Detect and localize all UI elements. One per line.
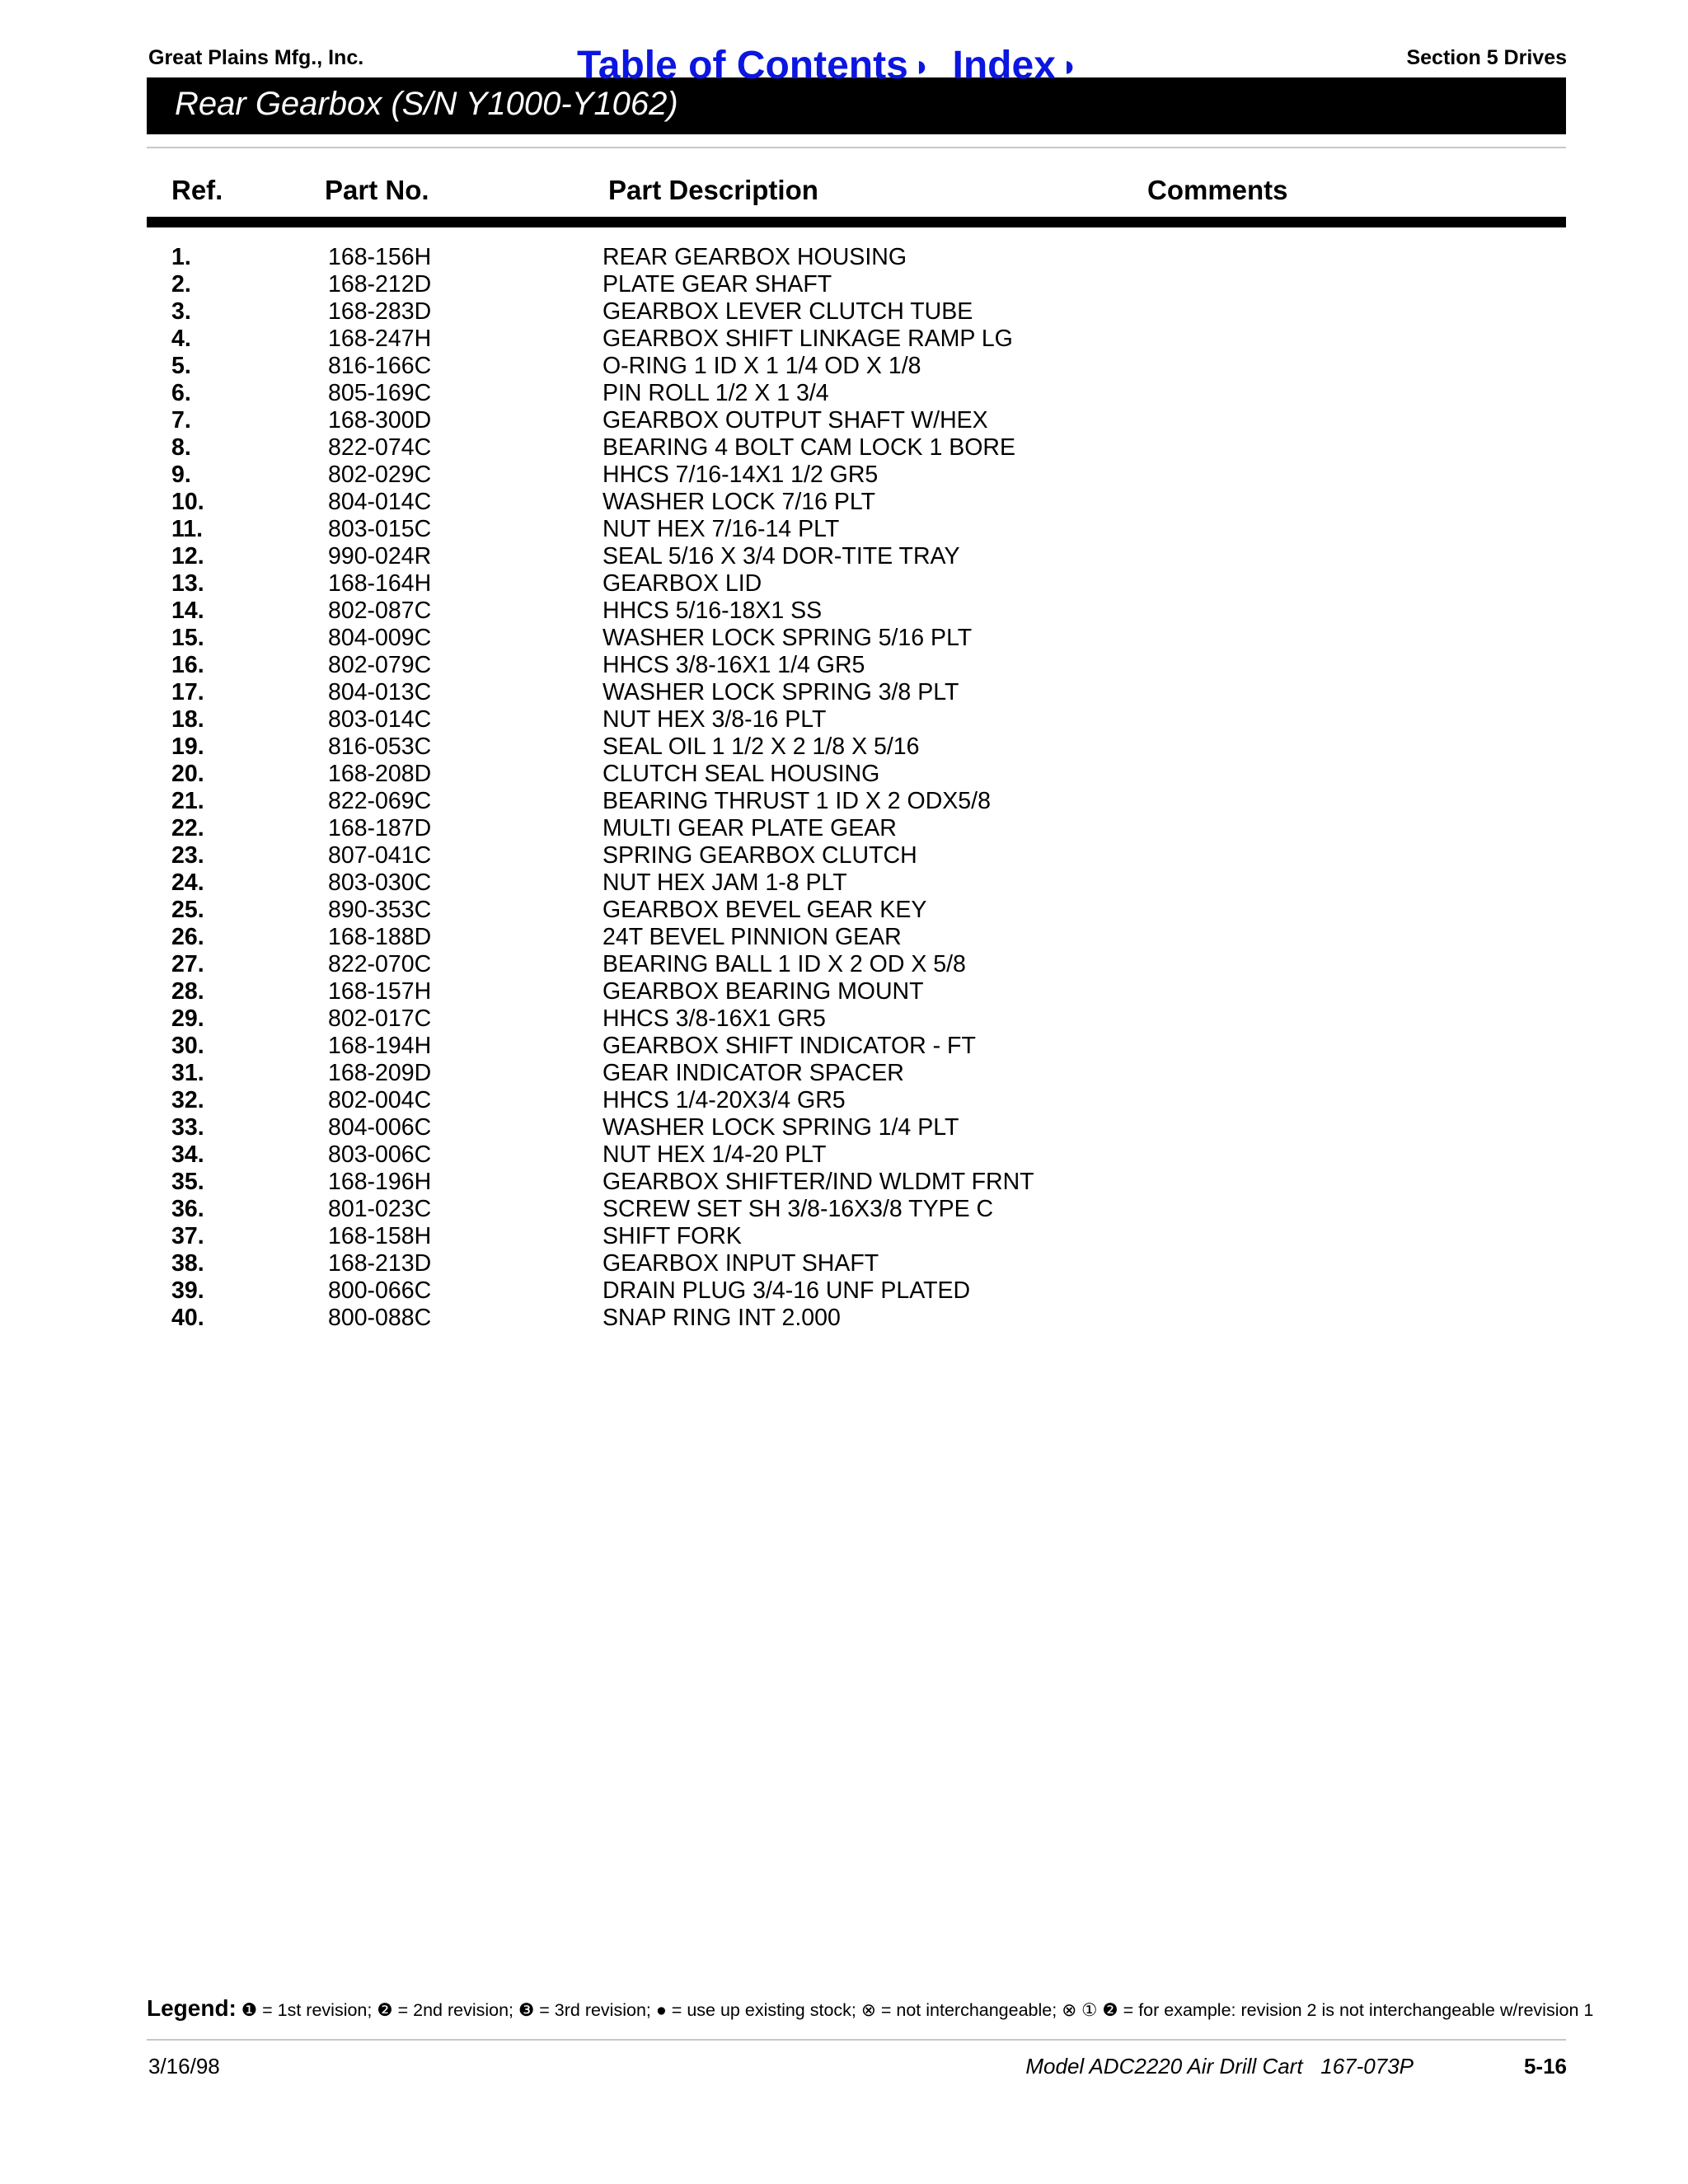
table-row (0, 353, 1688, 380)
description-cell: GEARBOX LID (603, 570, 762, 597)
description-cell: NUT HEX 1/4-20 PLT (603, 1141, 827, 1168)
column-header-part-no: Part No. (325, 175, 429, 205)
description-cell: GEARBOX OUTPUT SHAFT W/HEX (603, 407, 988, 434)
table-header-rule (147, 217, 1566, 227)
ref-cell: 20. (171, 761, 204, 787)
ref-cell: 30. (171, 1033, 204, 1059)
ref-cell: 14. (171, 598, 204, 624)
table-row (0, 244, 1688, 271)
legend-label: Legend: (147, 1995, 237, 2021)
table-row (0, 1141, 1688, 1169)
part-number-cell: 168-196H (328, 1169, 432, 1195)
table-row (0, 380, 1688, 407)
parts-table-body (0, 244, 1688, 1332)
table-row (0, 1223, 1688, 1250)
part-number-cell: 168-213D (328, 1250, 432, 1277)
table-row (0, 434, 1688, 462)
description-cell: SNAP RING INT 2.000 (603, 1305, 841, 1331)
ref-cell: 7. (171, 407, 191, 434)
ref-cell: 11. (171, 516, 204, 542)
table-row (0, 489, 1688, 516)
table-row (0, 1060, 1688, 1087)
ref-cell: 21. (171, 788, 204, 814)
part-number-cell: 168-194H (328, 1033, 432, 1059)
description-cell: NUT HEX JAM 1-8 PLT (603, 869, 847, 896)
description-cell: NUT HEX 3/8-16 PLT (603, 706, 827, 733)
part-number-cell: 805-169C (328, 380, 432, 406)
ref-cell: 6. (171, 380, 191, 406)
ref-cell: 17. (171, 679, 204, 705)
right-arrow-icon: ◗ (912, 49, 931, 82)
ref-cell: 23. (171, 842, 204, 869)
description-cell: WASHER LOCK SPRING 1/4 PLT (603, 1114, 959, 1141)
table-row (0, 298, 1688, 326)
part-number-cell: 822-070C (328, 951, 432, 977)
table-row (0, 1114, 1688, 1141)
description-cell: SCREW SET SH 3/8-16X3/8 TYPE C (603, 1196, 994, 1222)
ref-cell: 4. (171, 326, 191, 352)
table-row (0, 1277, 1688, 1305)
description-cell: BEARING BALL 1 ID X 2 OD X 5/8 (603, 951, 966, 977)
table-row (0, 271, 1688, 298)
part-number-cell: 168-164H (328, 570, 432, 597)
column-header-comments: Comments (1147, 175, 1288, 205)
part-number-cell: 804-006C (328, 1114, 432, 1141)
table-row (0, 1305, 1688, 1332)
description-cell: HHCS 5/16-18X1 SS (603, 598, 823, 624)
section-label: Section 5 Drives (1406, 46, 1567, 69)
ref-cell: 16. (171, 652, 204, 678)
part-number-cell: 168-158H (328, 1223, 432, 1249)
table-row (0, 598, 1688, 625)
description-cell: MULTI GEAR PLATE GEAR (603, 815, 897, 841)
ref-cell: 27. (171, 951, 204, 977)
ref-cell: 39. (171, 1277, 204, 1304)
table-row (0, 869, 1688, 897)
table-row (0, 570, 1688, 598)
description-cell: REAR GEARBOX HOUSING (603, 244, 907, 270)
part-number-cell: 807-041C (328, 842, 432, 869)
table-row (0, 1005, 1688, 1033)
ref-cell: 36. (171, 1196, 204, 1222)
table-row (0, 788, 1688, 815)
description-cell: GEAR INDICATOR SPACER (603, 1060, 904, 1086)
description-cell: GEARBOX SHIFT LINKAGE RAMP LG (603, 326, 1013, 352)
part-number-cell: 168-187D (328, 815, 432, 841)
part-number-cell: 816-166C (328, 353, 432, 379)
part-number-cell: 168-209D (328, 1060, 432, 1086)
ref-cell: 31. (171, 1060, 204, 1086)
table-of-contents-label: Table of Contents (577, 44, 908, 87)
part-number-cell: 800-088C (328, 1305, 432, 1331)
column-header-description: Part Description (608, 175, 818, 205)
part-number-cell: 802-017C (328, 1005, 432, 1032)
table-row (0, 1196, 1688, 1223)
table-row (0, 815, 1688, 842)
table-row (0, 326, 1688, 353)
table-row (0, 1169, 1688, 1196)
ref-cell: 28. (171, 978, 204, 1005)
legend (147, 1995, 1593, 2022)
ref-cell: 37. (171, 1223, 204, 1249)
table-row (0, 462, 1688, 489)
description-cell: O-RING 1 ID X 1 1/4 OD X 1/8 (603, 353, 921, 379)
right-arrow-icon: ◗ (1060, 49, 1079, 82)
description-cell: BEARING THRUST 1 ID X 2 ODX5/8 (603, 788, 991, 814)
ref-cell: 18. (171, 706, 204, 733)
table-row (0, 407, 1688, 434)
part-number-cell: 800-066C (328, 1277, 432, 1304)
table-row (0, 1033, 1688, 1060)
ref-cell: 32. (171, 1087, 204, 1113)
table-row (0, 1250, 1688, 1277)
description-cell: GEARBOX BEVEL GEAR KEY (603, 897, 927, 923)
ref-cell: 13. (171, 570, 204, 597)
header-divider (147, 147, 1566, 148)
description-cell: WASHER LOCK 7/16 PLT (603, 489, 876, 515)
part-number-cell: 802-004C (328, 1087, 432, 1113)
part-number-cell: 803-015C (328, 516, 432, 542)
description-cell: WASHER LOCK SPRING 5/16 PLT (603, 625, 973, 651)
ref-cell: 24. (171, 869, 204, 896)
part-number-cell: 804-009C (328, 625, 432, 651)
ref-cell: 34. (171, 1141, 204, 1168)
index-link[interactable] (953, 44, 1079, 87)
description-cell: GEARBOX SHIFT INDICATOR - FT (603, 1033, 976, 1059)
description-cell: WASHER LOCK SPRING 3/8 PLT (603, 679, 959, 705)
description-cell: 24T BEVEL PINNION GEAR (603, 924, 902, 950)
ref-cell: 40. (171, 1305, 204, 1331)
top-navigation (577, 43, 1079, 88)
index-label: Index (952, 44, 1056, 87)
footer-divider (147, 2039, 1566, 2041)
footer-date: 3/16/98 (148, 2054, 220, 2079)
description-cell: HHCS 7/16-14X1 1/2 GR5 (603, 462, 879, 488)
part-number-cell: 803-030C (328, 869, 432, 896)
description-cell: PLATE GEAR SHAFT (603, 271, 832, 298)
table-row (0, 733, 1688, 761)
footer-model: Model ADC2220 Air Drill Cart 167-073P (1025, 2054, 1414, 2079)
table-of-contents-link[interactable] (577, 44, 931, 87)
table-row (0, 625, 1688, 652)
column-header-ref: Ref. (171, 175, 223, 205)
table-row (0, 978, 1688, 1005)
page-number: 5-16 (1523, 2054, 1567, 2079)
part-number-cell: 803-006C (328, 1141, 432, 1168)
description-cell: CLUTCH SEAL HOUSING (603, 761, 880, 787)
ref-cell: 22. (171, 815, 204, 841)
table-row (0, 897, 1688, 924)
part-number-cell: 168-212D (328, 271, 432, 298)
part-number-cell: 822-069C (328, 788, 432, 814)
page-title: Rear Gearbox (S/N Y1000-Y1062) (175, 86, 678, 122)
description-cell: GEARBOX BEARING MOUNT (603, 978, 924, 1005)
table-row (0, 924, 1688, 951)
table-row (0, 842, 1688, 869)
table-row (0, 706, 1688, 733)
table-row (0, 543, 1688, 570)
ref-cell: 9. (171, 462, 191, 488)
table-row (0, 951, 1688, 978)
description-cell: GEARBOX SHIFTER/IND WLDMT FRNT (603, 1169, 1034, 1195)
part-number-cell: 802-087C (328, 598, 432, 624)
part-number-cell: 168-156H (328, 244, 432, 270)
description-cell: BEARING 4 BOLT CAM LOCK 1 BORE (603, 434, 1016, 461)
part-number-cell: 802-079C (328, 652, 432, 678)
ref-cell: 1. (171, 244, 191, 270)
company-name: Great Plains Mfg., Inc. (148, 46, 364, 69)
part-number-cell: 804-013C (328, 679, 432, 705)
description-cell: SEAL 5/16 X 3/4 DOR-TITE TRAY (603, 543, 960, 569)
legend-text: ❶ = 1st revision; ❷ = 2nd revision; ❸ = 3rd revision; ● = use up existing stock; ⊗ = not interchangeable; ⊗ ① ❷ = for example: revision 2 is not interchangeable w/revision 1 (241, 2000, 1594, 2020)
description-cell: SPRING GEARBOX CLUTCH (603, 842, 917, 869)
ref-cell: 10. (171, 489, 204, 515)
part-number-cell: 168-188D (328, 924, 432, 950)
ref-cell: 26. (171, 924, 204, 950)
ref-cell: 33. (171, 1114, 204, 1141)
ref-cell: 29. (171, 1005, 204, 1032)
part-number-cell: 168-300D (328, 407, 432, 434)
part-number-cell: 822-074C (328, 434, 432, 461)
ref-cell: 35. (171, 1169, 204, 1195)
description-cell: PIN ROLL 1/2 X 1 3/4 (603, 380, 829, 406)
table-row (0, 679, 1688, 706)
part-number-cell: 890-353C (328, 897, 432, 923)
description-cell: HHCS 3/8-16X1 GR5 (603, 1005, 826, 1032)
table-row (0, 652, 1688, 679)
ref-cell: 19. (171, 733, 204, 760)
ref-cell: 5. (171, 353, 191, 379)
ref-cell: 8. (171, 434, 191, 461)
part-number-cell: 168-283D (328, 298, 432, 325)
ref-cell: 2. (171, 271, 191, 298)
table-row (0, 761, 1688, 788)
ref-cell: 15. (171, 625, 204, 651)
ref-cell: 3. (171, 298, 191, 325)
ref-cell: 38. (171, 1250, 204, 1277)
part-number-cell: 801-023C (328, 1196, 432, 1222)
description-cell: GEARBOX LEVER CLUTCH TUBE (603, 298, 973, 325)
part-number-cell: 990-024R (328, 543, 432, 569)
description-cell: SHIFT FORK (603, 1223, 742, 1249)
part-number-cell: 804-014C (328, 489, 432, 515)
description-cell: HHCS 3/8-16X1 1/4 GR5 (603, 652, 865, 678)
part-number-cell: 168-208D (328, 761, 432, 787)
part-number-cell: 168-247H (328, 326, 432, 352)
part-number-cell: 168-157H (328, 978, 432, 1005)
description-cell: DRAIN PLUG 3/4-16 UNF PLATED (603, 1277, 971, 1304)
description-cell: NUT HEX 7/16-14 PLT (603, 516, 840, 542)
description-cell: SEAL OIL 1 1/2 X 2 1/8 X 5/16 (603, 733, 920, 760)
ref-cell: 12. (171, 543, 204, 569)
description-cell: GEARBOX INPUT SHAFT (603, 1250, 879, 1277)
table-row (0, 1087, 1688, 1114)
part-number-cell: 803-014C (328, 706, 432, 733)
ref-cell: 25. (171, 897, 204, 923)
part-number-cell: 802-029C (328, 462, 432, 488)
part-number-cell: 816-053C (328, 733, 432, 760)
description-cell: HHCS 1/4-20X3/4 GR5 (603, 1087, 846, 1113)
table-row (0, 516, 1688, 543)
